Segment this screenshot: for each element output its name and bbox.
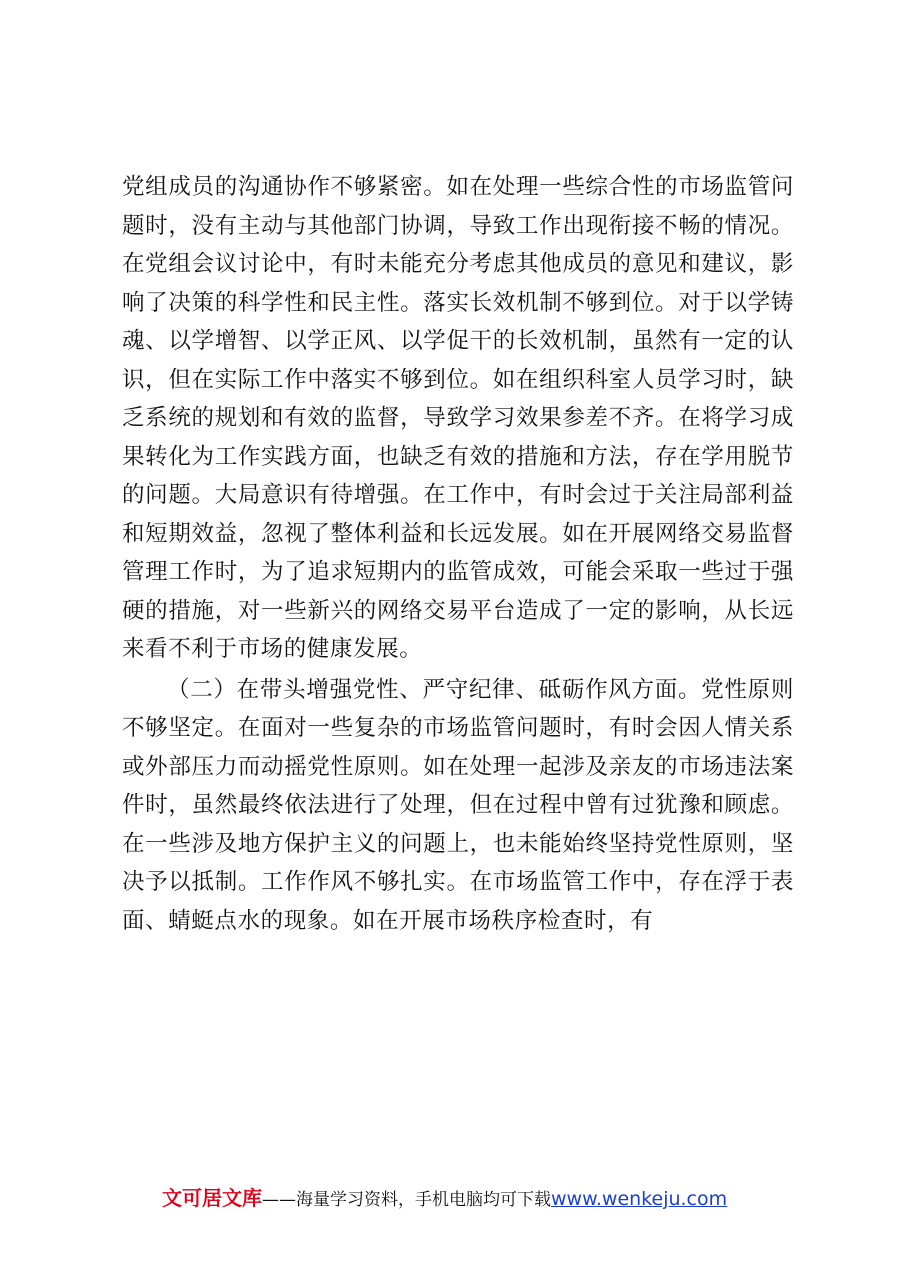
paragraph-section-two: （二）在带头增强党性、严守纪律、砥砺作风方面。党性原则不够坚定。在面对一些复杂的市场监管问题时，有时会因人情关系或外部压力而动摇党性原则。如在处理一起涉及亲友的市场违法案件时，虽然最终依法进行了处理，但在过程中曾有过犹豫和顾虑。在一些涉及地方保护主义的问题上，也未能始终坚持党性原则，坚决予以抵制。工作作风不够扎实。在市场监管工作中，存在浮于表面、蜻蜓点水的现象。如在开展市场秩序检查时，有 bbox=[122, 676, 794, 934]
document-body bbox=[122, 168, 794, 940]
footer-banner bbox=[162, 1182, 727, 1212]
footer-tagline: ——海量学习资料，手机电脑均可下载 bbox=[262, 1190, 551, 1210]
footer-website-link[interactable]: www.wenkeju.com bbox=[551, 1188, 728, 1210]
footer-brand: 文可居文库 bbox=[162, 1186, 262, 1210]
paragraph-continued: 党组成员的沟通协作不够紧密。如在处理一些综合性的市场监管问题时，没有主动与其他部门协调，导致工作出现衔接不畅的情况。在党组会议讨论中，有时未能充分考虑其他成员的意见和建议，影响了决策的科学性和民主性。落实长效机制不够到位。对于以学铸魂、以学增智、以学正风、以学促干的长效机制，虽然有一定的认识，但在实际工作中落实不够到位。如在组织科室人员学习时，缺乏系统的规划和有效的监督，导致学习效果参差不齐。在将学习成果转化为工作实践方面，也缺乏有效的措施和方法，存在学用脱节的问题。大局意识有待增强。在工作中，有时会过于关注局部利益和短期效益，忽视了整体利益和长远发展。如在开展网络交易监督管理工作时，为了追求短期内的监管成效，可能会采取一些过于强硬的措施，对一些新兴的网络交易平台造成了一定的影响，从长远来看不利于市场的健康发展。 bbox=[122, 174, 794, 662]
